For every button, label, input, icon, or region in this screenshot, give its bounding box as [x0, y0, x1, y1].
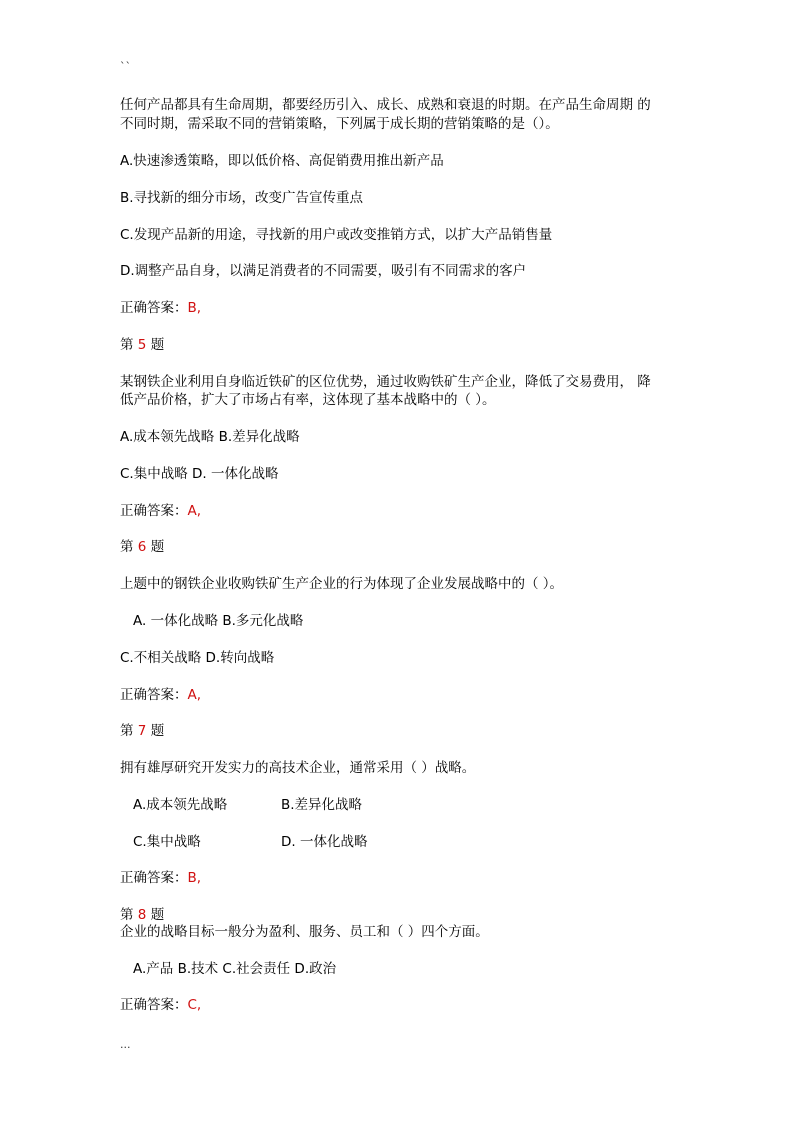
q6-heading: [120, 538, 164, 556]
answer-label: 正确答案：: [120, 997, 188, 1013]
q5-heading: [120, 336, 164, 354]
question-suffix: 题: [150, 337, 165, 353]
q7-heading: [120, 722, 164, 740]
question-prefix: 第: [120, 337, 134, 353]
question-number: 5: [137, 337, 147, 353]
q4-answer: [120, 299, 201, 317]
q4-stem-line2: 不同时期，需采取不同的营销策略，下列属于成长期的营销策略的是（）。: [120, 116, 559, 132]
q6-options-row1: A. 一体化战略 B.多元化战略: [133, 613, 304, 629]
q5-options-row2: C.集中战略 D. 一体化战略: [120, 466, 279, 482]
q5-stem-line1: 某钢铁企业利用自身临近铁矿的区位优势，通过收购铁矿生产企业，降低了交易费用， 降: [120, 374, 651, 390]
question-number: 6: [137, 539, 147, 555]
q5-answer: [120, 502, 201, 520]
q8-stem: 企业的战略目标一般分为盈利、服务、员工和（ ）四个方面。: [120, 924, 489, 940]
q5-options-row1: A.成本领先战略 B.差异化战略: [120, 429, 300, 445]
answer-label: 正确答案：: [120, 503, 188, 519]
answer-label: 正确答案：: [120, 300, 188, 316]
question-number: 8: [137, 907, 147, 923]
q7-option-c: C.集中战略: [133, 834, 201, 850]
answer-value: B,: [187, 870, 202, 886]
header-mark: ``: [120, 60, 131, 73]
question-suffix: 题: [150, 723, 165, 739]
answer-value: B,: [187, 300, 202, 316]
footer-mark: ...: [120, 1038, 131, 1051]
answer-label: 正确答案：: [120, 870, 188, 886]
q8-answer: [120, 996, 201, 1014]
question-prefix: 第: [120, 907, 134, 923]
answer-value: C,: [187, 997, 202, 1013]
answer-label: 正确答案：: [120, 687, 188, 703]
q7-stem: 拥有雄厚研究开发实力的高技术企业，通常采用（ ）战略。: [120, 760, 476, 776]
q4-stem-line1: 任何产品都具有生命周期，都要经历引入、成长、成熟和衰退的时期。在产品生命周期 的: [120, 97, 651, 113]
q6-stem: 上题中的钢铁企业收购铁矿生产企业的行为体现了企业发展战略中的（ ）。: [120, 576, 564, 592]
q7-option-a: A.成本领先战略: [133, 797, 228, 813]
q7-option-b: B.差异化战略: [281, 797, 363, 813]
q4-option-c: C.发现产品新的用途，寻找新的用户或改变推销方式，以扩大产品销售量: [120, 227, 553, 243]
q6-options-row2: C.不相关战略 D.转向战略: [120, 650, 275, 666]
question-suffix: 题: [150, 907, 165, 923]
question-number: 7: [137, 723, 147, 739]
q4-option-a: A.快速渗透策略，即以低价格、高促销费用推出新产品: [120, 153, 444, 169]
answer-value: A,: [187, 503, 202, 519]
q7-answer: [120, 869, 201, 887]
q8-options: A.产品 B.技术 C.社会责任 D.政治: [133, 961, 337, 977]
q4-option-d: D.调整产品自身，以满足消费者的不同需要，吸引有不同需求的客户: [120, 263, 527, 279]
answer-value: A,: [187, 687, 202, 703]
q7-option-d: D. 一体化战略: [281, 834, 368, 850]
question-suffix: 题: [150, 539, 165, 555]
question-prefix: 第: [120, 723, 134, 739]
q5-stem-line2: 低产品价格，扩大了市场占有率，这体现了基本战略中的（ ）。: [120, 392, 496, 408]
q6-answer: [120, 686, 201, 704]
q8-heading: [120, 906, 164, 924]
q4-option-b: B.寻找新的细分市场，改变广告宣传重点: [120, 190, 364, 206]
question-prefix: 第: [120, 539, 134, 555]
